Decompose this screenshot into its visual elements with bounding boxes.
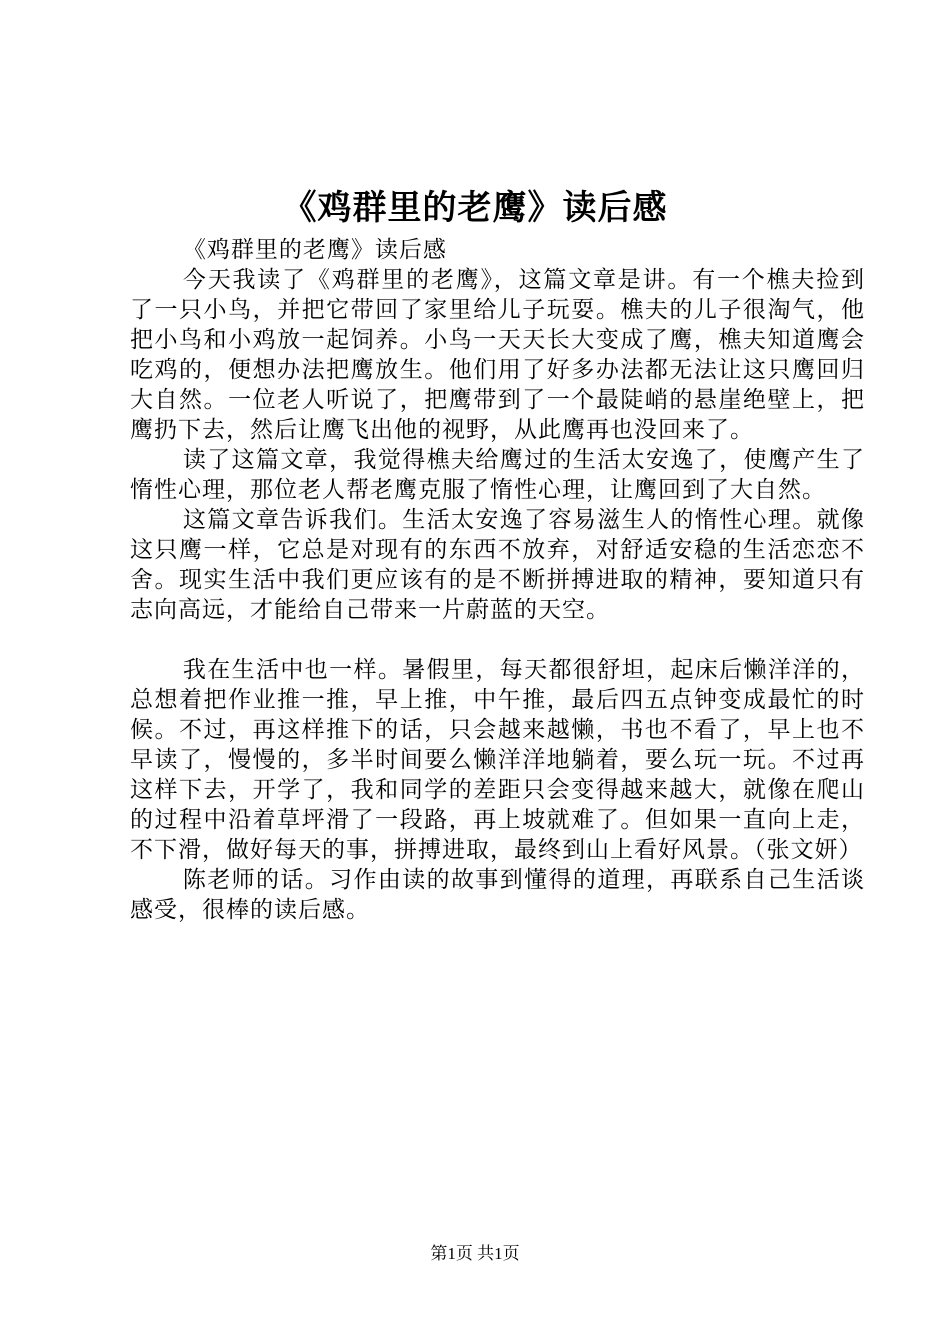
paragraph-teacher-comment: 陈老师的话。习作由读的故事到懂得的道理，再联系自己生活谈感受，很棒的读后感。 [130,867,865,923]
paragraph-reflection: 读了这篇文章，我觉得樵夫给鹰过的生活太安逸了，使鹰产生了惰性心理，那位老人帮老鹰克服了惰性心理，让鹰回到了大自然。 [130,447,865,503]
paragraph-lesson: 这篇文章告诉我们。生活太安逸了容易滋生人的惰性心理。就像这只鹰一样，它总是对现有的东西不放弃，对舒适安稳的生活恋恋不舍。现实生活中我们更应该有的是不断拼搏进取的精神，要知道只有志向高远，才能给自己带来一片蔚蓝的天空。 [130,507,865,623]
document-title: 《鸡群里的老鹰》读后感 [282,188,668,228]
paragraph-personal-experience: 我在生活中也一样。暑假里，每天都很舒坦，起床后懒洋洋的，总想着把作业推一推，早上推，中午推，最后四五点钟变成最忙的时候。不过，再这样推下的话，只会越来越懒，书也不看了，早上也不早读了，慢慢的，多半时间要么懒洋洋地躺着，要么玩一玩。不过再这样下去，开学了，我和同学的差距只会变得越来越大，就像在爬山的过程中沿着草坪滑了一段路，再上坡就难了。但如果一直向上走，不下滑，做好每天的事，拼搏进取，最终到山上看好风景。（张文妍） [130,657,865,863]
paragraph-subtitle: 《鸡群里的老鹰》读后感 [182,237,447,263]
paragraph-story-summary: 今天我读了《鸡群里的老鹰》，这篇文章是讲。有一个樵夫捡到了一只小鸟，并把它带回了家里给儿子玩耍。樵夫的儿子很淘气，他把小鸟和小鸡放一起饲养。小鸟一天天长大变成了鹰，樵夫知道鹰会吃鸡的，便想办法把鹰放生。他们用了好多办法都无法让这只鹰回归大自然。一位老人听说了，把鹰带到了一个最陡峭的悬崖绝壁上，把鹰扔下去，然后让鹰飞出他的视野，从此鹰再也没回来了。 [130,267,865,443]
page-number-footer: 第1页 共1页 [430,1244,520,1263]
document-body [130,235,865,925]
